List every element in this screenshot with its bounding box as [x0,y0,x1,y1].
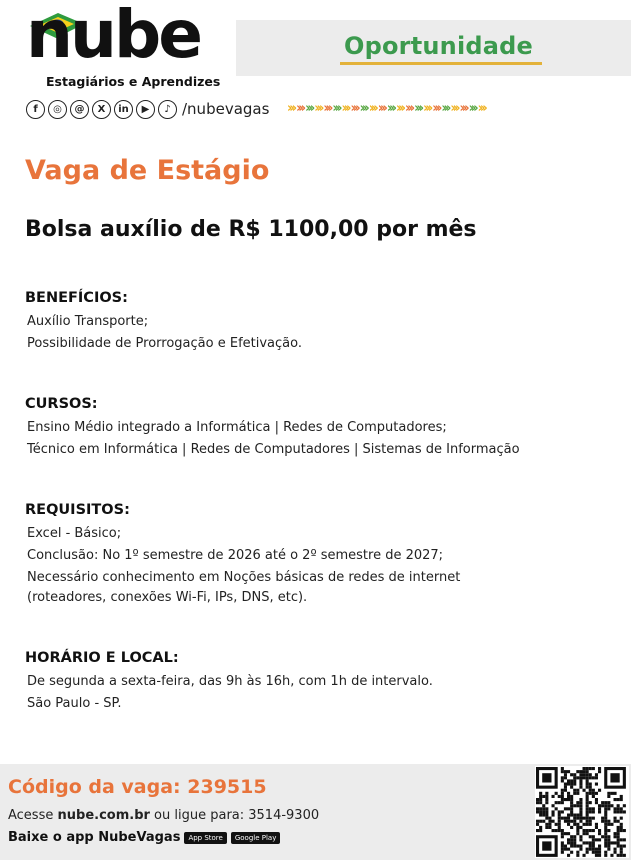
opportunity-underline [340,62,542,65]
opportunity-label: Oportunidade [344,32,534,60]
chevron-mark: ››› [341,101,349,116]
social-handle[interactable]: /nubevagas [182,100,270,118]
stipend-info: Bolsa auxílio de R$ 1100,00 por mês [25,217,477,242]
x-icon[interactable]: X [92,100,111,119]
chevron-mark: ››› [287,101,295,116]
chevron-mark: ››› [377,101,385,116]
chevron-mark: ››› [386,101,394,116]
social-links [26,97,269,121]
chevron-mark: ››› [350,101,358,116]
chevron-mark: ››› [359,101,367,116]
facebook-icon[interactable]: f [26,100,45,119]
chevron-mark: ››› [323,101,331,116]
requirements-line: Conclusão: No 1º semestre de 2026 até o 2º semestre de 2027; [27,548,444,563]
chevron-mark: ››› [296,101,304,116]
courses-line: Ensino Médio integrado a Informática | Redes de Computadores; [27,420,447,435]
nube-logo [26,0,226,96]
schedule-heading: HORÁRIO E LOCAL: [25,650,179,666]
chevron-mark: ››› [441,101,449,116]
chevron-decoration [287,101,631,117]
tiktok-icon[interactable]: ♪ [158,100,177,119]
chevron-mark: ››› [405,101,413,116]
courses-line: Técnico em Informática | Redes de Computadores | Sistemas de Informação [27,442,520,457]
contact-line [8,808,319,823]
chevron-mark: ››› [395,101,404,116]
logo-subtitle: Estagiários e Aprendizes [46,74,221,89]
site-link[interactable]: nube.com.br [57,808,150,823]
chevron-mark: ››› [468,101,476,116]
google-play-badge[interactable]: Google Play [231,832,281,844]
youtube-icon[interactable]: ▶ [136,100,155,119]
app-download-label: Baixe o app NubeVagas [8,830,181,845]
threads-icon[interactable]: @ [70,100,89,119]
benefits-heading: BENEFÍCIOS: [25,290,128,306]
schedule-line: De segunda a sexta-feira, das 9h às 16h, com 1h de intervalo. [27,674,433,689]
instagram-icon[interactable]: ◎ [48,100,67,119]
benefits-line: Auxílio Transporte; [27,314,149,329]
qr-code[interactable] [535,766,629,858]
chevron-mark: ››› [305,101,313,116]
courses-heading: CURSOS: [25,396,98,412]
chevron-mark: ››› [477,101,485,116]
schedule-line: São Paulo - SP. [27,696,122,711]
requirements-heading: REQUISITOS: [25,502,130,518]
chevron-mark: ››› [332,101,340,116]
chevron-mark: ››› [414,101,422,116]
app-download [8,830,280,845]
page-title: Vaga de Estágio [25,155,270,186]
chevron-mark: ››› [432,101,440,116]
contact-prefix: Acesse [8,808,58,823]
chevron-mark: ››› [450,101,458,116]
contact-phone: ou ligue para: 3514-9300 [149,808,320,823]
benefits-line: Possibilidade de Prorrogação e Efetivação. [27,336,302,351]
chevron-mark: ››› [423,101,431,116]
logo-wordmark: nube [26,0,200,73]
linkedin-icon[interactable]: in [114,100,133,119]
requirements-line: Necessário conhecimento em Noções básicas de redes de internet [27,570,461,585]
requirements-line: Excel - Básico; [27,526,122,541]
requirements-line: (roteadores, conexões Wi-Fi, IPs, DNS, etc). [27,590,308,605]
job-code: Código da vaga: 239515 [8,776,267,798]
chevron-mark: ››› [459,101,467,116]
chevron-mark: ››› [314,101,322,116]
chevron-mark: ››› [368,101,376,116]
app-store-badge[interactable]: App Store [184,832,226,844]
